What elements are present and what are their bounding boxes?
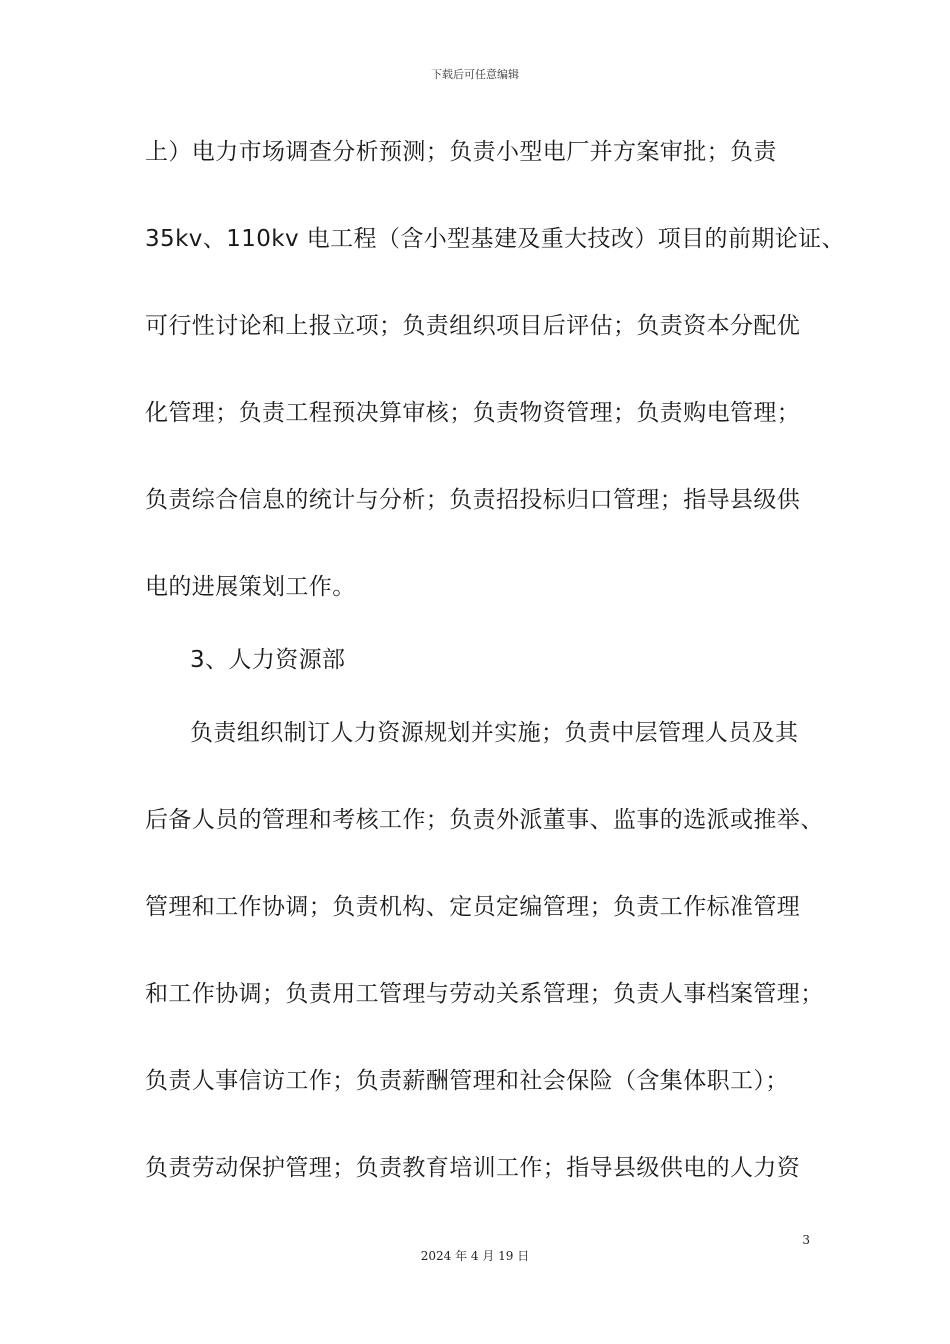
text-line: 后备人员的管理和考核工作；负责外派董事、监事的选派或推举、 [145,807,824,833]
page-number: 3 [802,1233,810,1247]
text-line: 可行性讨论和上报立项；负责组织项目后评估；负责资本分配优 [145,313,801,339]
text-line: 化管理；负责工程预决算审核；负责物资管理；负责购电管理； [145,400,801,426]
text-line: 负责劳动保护管理；负责教育培训工作；指导县级供电的人力资 [145,1155,801,1181]
text-line: 负责组织制订人力资源规划并实施；负责中层管理人员及其 [190,720,799,746]
text-line: 负责人事信访工作；负责薪酬管理和社会保险（含集体职工）； [145,1068,789,1094]
text-line: 35kv、110kv 电工程（含小型基建及重大技改）项目的前期论证、 [145,226,845,252]
text-line: 管理和工作协调；负责机构、定员定编管理；负责工作标准管理 [145,894,801,920]
page-footer-date: 2024 年 4 月 19 日 [420,1249,530,1263]
text-line: 和工作协调；负责用工管理与劳动关系管理；负责人事档案管理； [145,981,824,1007]
text-line: 负责综合信息的统计与分析；负责招投标归口管理；指导县级供 [145,487,801,513]
section-heading: 3、人力资源部 [190,647,346,673]
text-line: 上）电力市场调查分析预测；负责小型电厂并方案审批；负责 [145,139,777,165]
text-line: 电的进展策划工作。 [145,574,356,600]
page-header: 下载后可任意编辑 [431,68,519,81]
